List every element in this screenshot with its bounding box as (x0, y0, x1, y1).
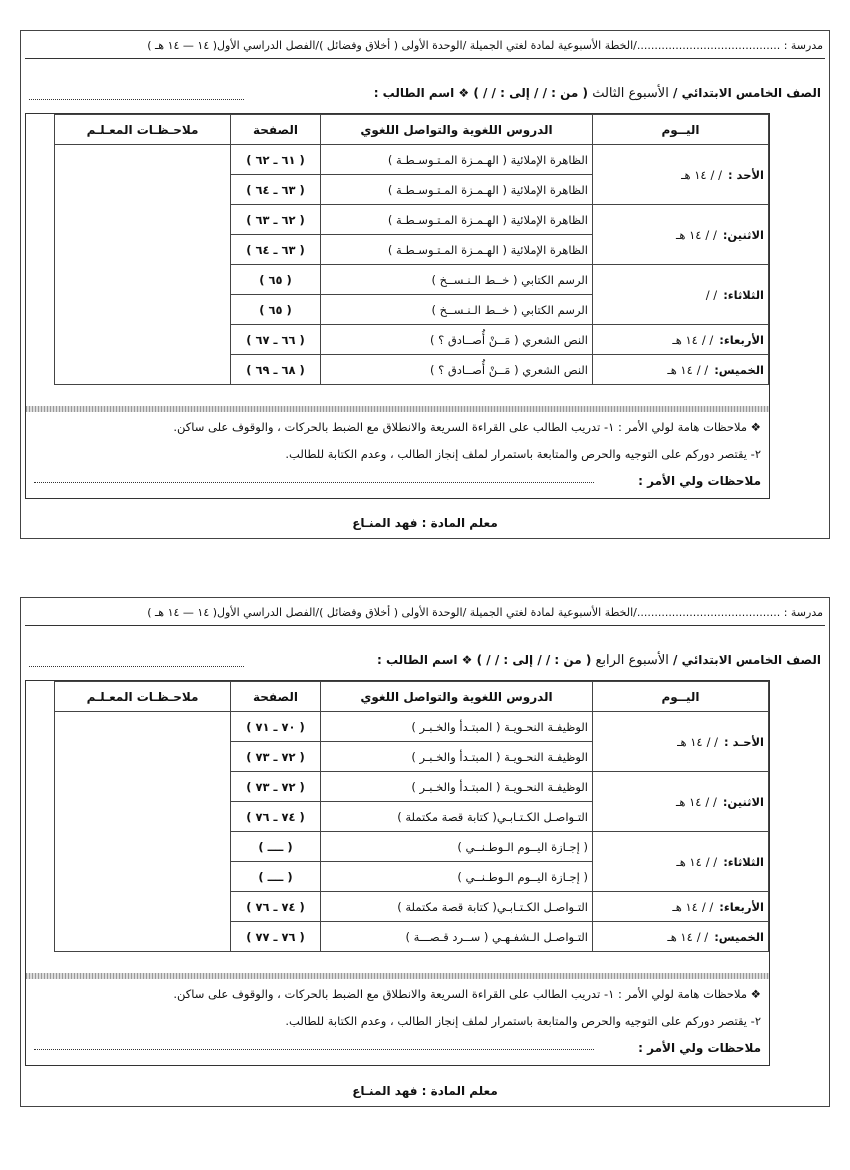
page-cell: ( ٦٨ ـ ٦٩ ) (231, 355, 321, 385)
guardian-notes-label: ملاحظات ولي الأمر : (638, 1041, 761, 1055)
parent-notes-line-1: ❖ ملاحظات هامة لولي الأمر : ١- تدريب الطالب على القراءة السريعة والانطلاق مع الضبط بالحركات ، والوقوف على ساكن. (173, 420, 761, 434)
page-cell: ( ٦٦ ـ ٦٧ ) (231, 325, 321, 355)
lesson-cell: الرسم الكتابي ( خــط الـنـســخ ) (321, 295, 593, 325)
lesson-cell: الوظيفـة النحـويـة ( المبتـدأ والخـبـر ) (321, 772, 593, 802)
lesson-cell: الظاهرة الإملائية ( الهـمـزة المـتـوسـطـة ) (321, 205, 593, 235)
lesson-cell: الظاهرة الإملائية ( الهـمـزة المـتـوسـطـة ) (321, 235, 593, 265)
date-range-and-student-label: ( من : / / إلى : / / ) ❖ اسم الطالب : (373, 86, 589, 100)
grade-label: الصف الخامس الابتدائي / (673, 86, 821, 100)
day-cell: الثلاثاء:/ / (593, 265, 769, 325)
page-cell: ( ــــ ) (231, 832, 321, 862)
shaded-divider (26, 406, 769, 412)
guardian-notes-field[interactable] (34, 1049, 594, 1050)
lesson-plan-table (54, 681, 769, 952)
day-cell: الخميس:/ /١٤ هـ (593, 922, 769, 952)
lesson-cell: التـواصـل الـشفـهـي ( ســرد قـصـــة ) (321, 922, 593, 952)
lesson-cell: التـواصـل الكـتـابـي( كتابة قصة مكتملة ) (321, 892, 593, 922)
page-cell: ( ٦٥ ) (231, 265, 321, 295)
page-cell: ( ٧٢ ـ ٧٣ ) (231, 772, 321, 802)
student-name-field[interactable] (29, 99, 244, 100)
day-cell: الخميس:/ /١٤ هـ (593, 355, 769, 385)
page-cell: ( ٧٦ ـ ٧٧ ) (231, 922, 321, 952)
student-info-line (374, 86, 821, 101)
page-cell: ( ٦١ ـ ٦٢ ) (231, 145, 321, 175)
lesson-cell: الظاهرة الإملائية ( الهـمـزة المـتـوسـطـة ) (321, 145, 593, 175)
parent-notes-line-2: ٢- يقتصر دوركم على التوجيه والحرص والمتابعة باستمرار لملف إنجاز الطالب ، وعدم الكتابة للطالب. (285, 447, 761, 461)
table-header-row (55, 115, 769, 145)
student-name-field[interactable] (29, 666, 244, 667)
table-row (55, 145, 769, 175)
parent-notes-line-2: ٢- يقتصر دوركم على التوجيه والحرص والمتابعة باستمرار لملف إنجاز الطالب ، وعدم الكتابة للطالب. (285, 1014, 761, 1028)
page-cell: ( ٧٠ ـ ٧١ ) (231, 712, 321, 742)
sheet-header-line: مدرسة : ........................................./الخطة الأسبوعية لمادة لغتي الجميلة /الوحدة الأولى ( أخلاق وفضائل )/الفصل الدراسي الأول( ١٤ — ١٤ هـ ) (147, 606, 823, 619)
col-header-lesson: الدروس اللغوية والتواصل اللغوي (321, 682, 593, 712)
day-cell: الأحـد :/ /١٤ هـ (593, 712, 769, 772)
plan-table-box (25, 680, 770, 1066)
col-header-day: اليــوم (593, 115, 769, 145)
weekly-plan-sheet-week-3 (20, 30, 830, 539)
lesson-plan-table (54, 114, 769, 385)
shaded-divider (26, 973, 769, 979)
col-header-page: الصفحة (231, 682, 321, 712)
col-header-day: اليــوم (593, 682, 769, 712)
day-cell: الاثنين:/ /١٤ هـ (593, 772, 769, 832)
lesson-cell: النص الشعري ( مَــنْ أُصــادق ؟ ) (321, 355, 593, 385)
page-cell: ( ٦٥ ) (231, 295, 321, 325)
guardian-notes-field[interactable] (34, 482, 594, 483)
col-header-notes: ملاحـظـات المعـلـم (55, 115, 231, 145)
table-header-row (55, 682, 769, 712)
page-cell: ( ٦٢ ـ ٦٣ ) (231, 205, 321, 235)
teacher-notes-cell[interactable] (55, 712, 231, 952)
lesson-cell: الظاهرة الإملائية ( الهـمـزة المـتـوسـطـة ) (321, 175, 593, 205)
page-cell: ( ٧٤ ـ ٧٦ ) (231, 802, 321, 832)
guardian-notes-label: ملاحظات ولي الأمر : (638, 474, 761, 488)
teacher-signature-line: معلم المادة : فهد المنـاع (352, 1084, 498, 1098)
date-range-and-student-label: ( من : / / إلى : / / ) ❖ اسم الطالب : (377, 653, 592, 667)
day-cell: الثلاثاء:/ /١٤ هـ (593, 832, 769, 892)
lesson-cell: التـواصـل الكـتـابـي( كتابة قصة مكتملة ) (321, 802, 593, 832)
col-header-lesson: الدروس اللغوية والتواصل اللغوي (321, 115, 593, 145)
lesson-cell: ( إجـازة اليــوم الـوطـنــي ) (321, 832, 593, 862)
grade-label: الصف الخامس الابتدائي / (673, 653, 821, 667)
page-cell: ( ٦٣ ـ ٦٤ ) (231, 175, 321, 205)
page-cell: ( ٦٣ ـ ٦٤ ) (231, 235, 321, 265)
header-divider (25, 58, 825, 59)
lesson-cell: النص الشعري ( مَــنْ أُصــادق ؟ ) (321, 325, 593, 355)
page-cell: ( ــــ ) (231, 862, 321, 892)
day-cell: الاثنين:/ /١٤ هـ (593, 205, 769, 265)
student-info-line (377, 653, 821, 668)
lesson-cell: الرسم الكتابي ( خــط الـنـســخ ) (321, 265, 593, 295)
day-cell: الأربعاء:/ /١٤ هـ (593, 325, 769, 355)
table-row (55, 712, 769, 742)
teacher-signature-line: معلم المادة : فهد المنـاع (352, 516, 498, 530)
teacher-notes-cell[interactable] (55, 145, 231, 385)
page-cell: ( ٧٤ ـ ٧٦ ) (231, 892, 321, 922)
week-label: الأسبوع الثالث (592, 86, 669, 101)
page-cell: ( ٧٢ ـ ٧٣ ) (231, 742, 321, 772)
week-label: الأسبوع الرابع (595, 653, 669, 668)
parent-notes-line-1: ❖ ملاحظات هامة لولي الأمر : ١- تدريب الطالب على القراءة السريعة والانطلاق مع الضبط بالحركات ، والوقوف على ساكن. (173, 987, 761, 1001)
header-divider (25, 625, 825, 626)
day-cell: الأربعاء:/ /١٤ هـ (593, 892, 769, 922)
weekly-plan-sheet-week-4 (20, 597, 830, 1107)
plan-table-box (25, 113, 770, 499)
sheet-header-line: مدرسة : ........................................./الخطة الأسبوعية لمادة لغتي الجميلة /الوحدة الأولى ( أخلاق وفضائل )/الفصل الدراسي الأول( ١٤ — ١٤ هـ ) (147, 39, 823, 52)
lesson-cell: ( إجـازة اليــوم الـوطـنــي ) (321, 862, 593, 892)
col-header-notes: ملاحـظـات المعـلـم (55, 682, 231, 712)
col-header-page: الصفحة (231, 115, 321, 145)
day-cell: الأحد :/ /١٤ هـ (593, 145, 769, 205)
lesson-cell: الوظيفـة النحـويـة ( المبتـدأ والخـبـر ) (321, 712, 593, 742)
lesson-cell: الوظيفـة النحـويـة ( المبتـدأ والخـبـر ) (321, 742, 593, 772)
